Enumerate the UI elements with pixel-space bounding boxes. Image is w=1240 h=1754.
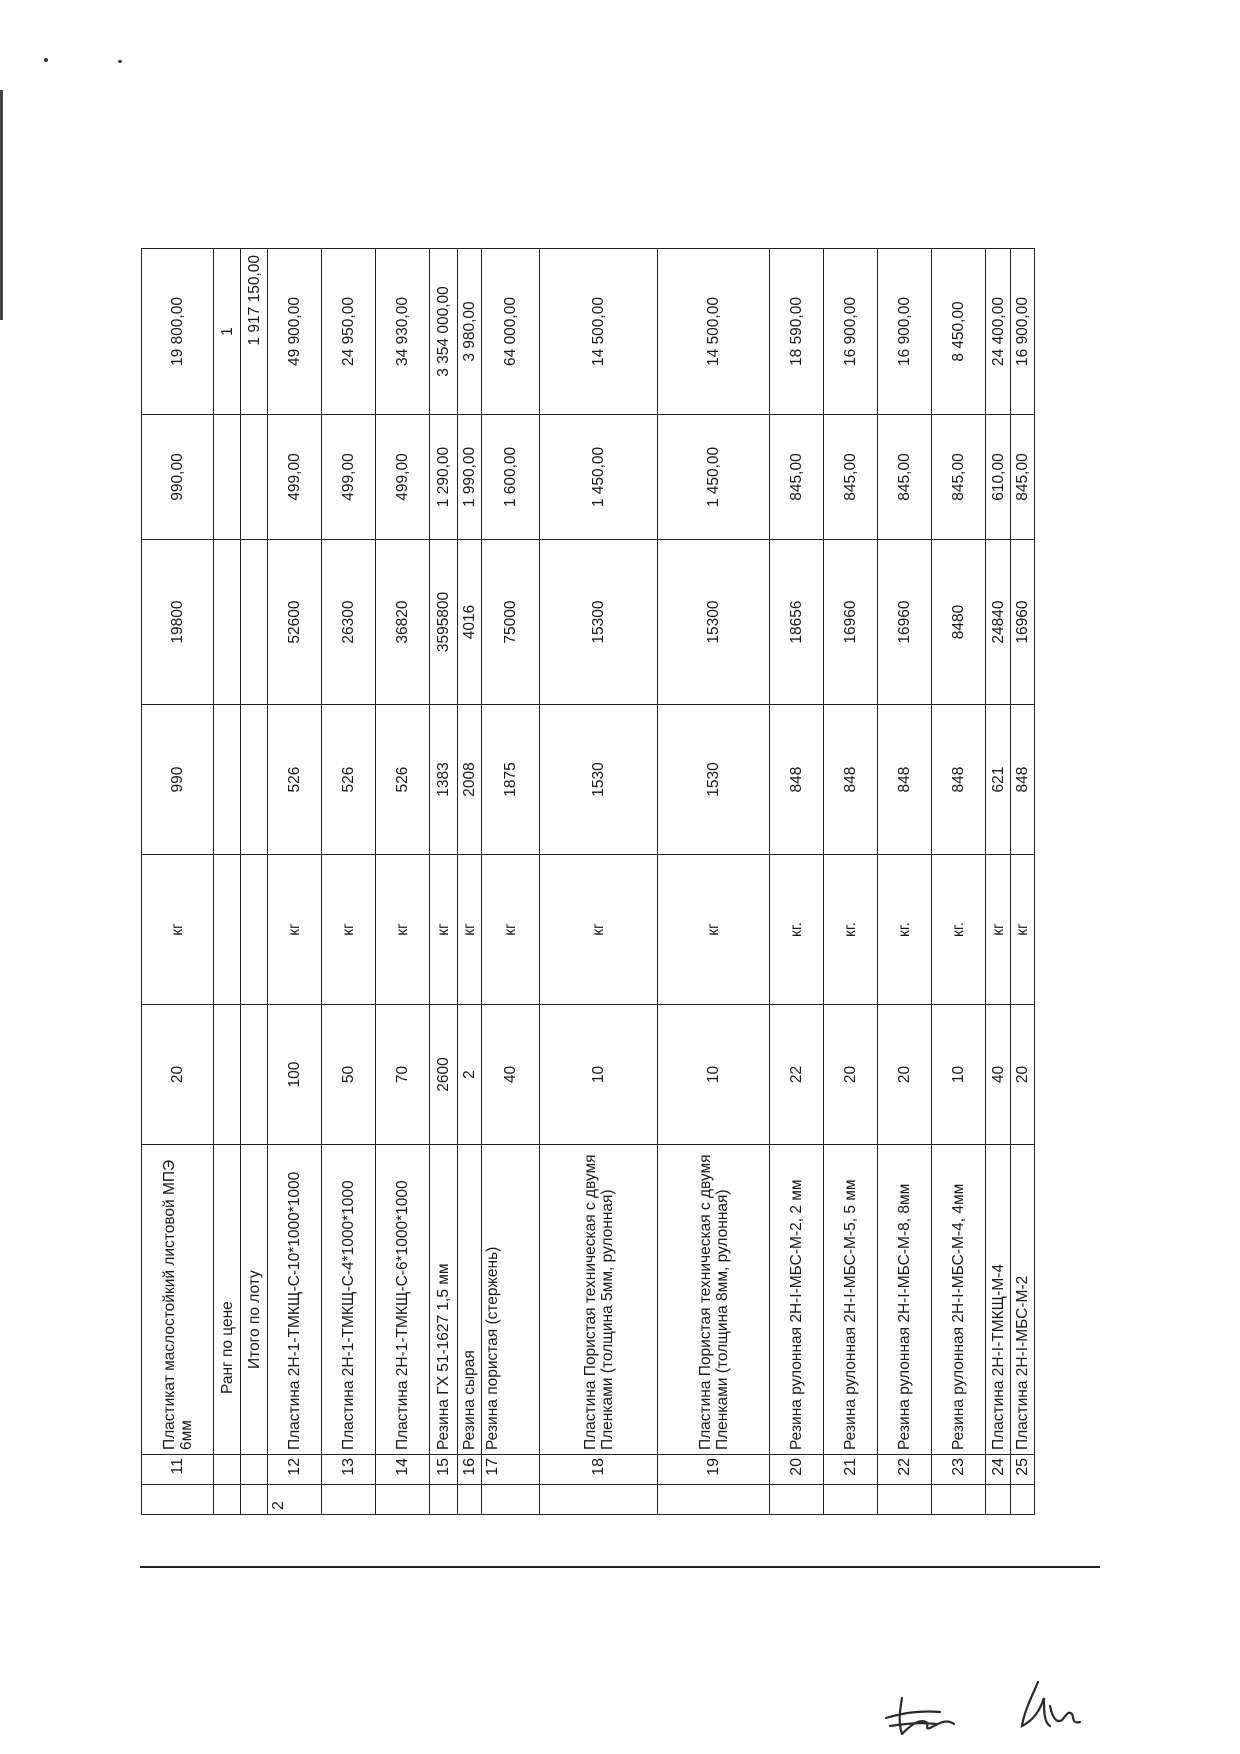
lot-number (376, 1485, 430, 1515)
item-price-1: 990 (142, 705, 214, 855)
item-unit: кг (142, 855, 214, 1005)
item-sum-1: 15300 (540, 540, 658, 705)
item-name: Пластина Пористая техническая с двумя Пленками (толщина 5мм, рулонная) (540, 1145, 658, 1455)
item-price-1: 848 (878, 705, 932, 855)
table-row (1011, 249, 1035, 1515)
item-sum-2: 14 500,00 (540, 249, 658, 415)
item-price-2: 845,00 (770, 415, 824, 540)
row-number: 21 (824, 1455, 878, 1485)
lot-total-value: 1 917 150,00 (241, 249, 268, 415)
table-row (430, 249, 458, 1515)
item-sum-1: 18656 (770, 540, 824, 705)
item-name: Резина рулонная 2Н-I-МБС-М-8, 8мм (878, 1145, 932, 1455)
item-price-2: 990,00 (142, 415, 214, 540)
item-sum-2: 49 900,00 (268, 249, 322, 415)
table-row (482, 249, 540, 1515)
item-name: Пластина 2Н-1-ТМКЩ-С-4*1000*1000 (322, 1145, 376, 1455)
item-quantity: 40 (986, 1005, 1011, 1145)
lot-number (241, 1485, 268, 1515)
item-sum-1: 16960 (824, 540, 878, 705)
item-sum-2: 24 950,00 (322, 249, 376, 415)
item-name: Резина рулонная 2Н-I-МБС-М-4, 4мм (932, 1145, 986, 1455)
item-quantity: 2 (458, 1005, 482, 1145)
row-number: 23 (932, 1455, 986, 1485)
table-row (878, 249, 932, 1515)
item-price-1: 1530 (658, 705, 770, 855)
table-row (658, 249, 770, 1515)
row-number (241, 1455, 268, 1485)
item-name: Пластина Пористая техническая с двумя Пленками (толщина 8мм, рулонная) (658, 1145, 770, 1455)
item-quantity: 20 (878, 1005, 932, 1145)
item-sum-1: 24840 (986, 540, 1011, 705)
row-number: 12 (268, 1455, 322, 1485)
table-row (322, 249, 376, 1515)
table-row (540, 249, 658, 1515)
item-quantity: 70 (376, 1005, 430, 1145)
item-quantity: 40 (482, 1005, 540, 1145)
item-price-2: 499,00 (322, 415, 376, 540)
item-price-2 (241, 415, 268, 540)
lot-number (430, 1485, 458, 1515)
row-number: 14 (376, 1455, 430, 1485)
item-unit: кг (430, 855, 458, 1005)
row-number: 11 (142, 1455, 214, 1485)
item-sum-2: 18 590,00 (770, 249, 824, 415)
item-quantity (214, 1005, 241, 1145)
table-row (241, 249, 268, 1515)
item-quantity: 50 (322, 1005, 376, 1145)
table-row (824, 249, 878, 1515)
item-quantity: 20 (1011, 1005, 1035, 1145)
lot-number (658, 1485, 770, 1515)
item-price-1: 848 (932, 705, 986, 855)
item-sum-1: 52600 (268, 540, 322, 705)
lot-number (986, 1485, 1011, 1515)
lot-number (540, 1485, 658, 1515)
row-number: 19 (658, 1455, 770, 1485)
table-row (268, 249, 322, 1515)
item-price-2: 1 450,00 (658, 415, 770, 540)
item-price-2: 845,00 (1011, 415, 1035, 540)
table-row (458, 249, 482, 1515)
item-unit (214, 855, 241, 1005)
price-table (141, 248, 1035, 1515)
item-name: Ранг по цене (214, 1145, 241, 1455)
item-sum-2: 3 980,00 (458, 249, 482, 415)
item-sum-1: 26300 (322, 540, 376, 705)
signature-1-icon (880, 1688, 970, 1740)
item-name: Пластина 2Н-1-ТМКЩ-С-10*1000*1000 (268, 1145, 322, 1455)
table-row (986, 249, 1011, 1515)
item-price-1: 1875 (482, 705, 540, 855)
item-name: Пластина 2Н-I-ТМКЩ-М-4 (986, 1145, 1011, 1455)
item-name: Резина пористая (стержень) (482, 1145, 540, 1455)
item-price-1: 848 (1011, 705, 1035, 855)
table-row (214, 249, 241, 1515)
signature-2-icon (1010, 1676, 1088, 1734)
item-price-2: 1 990,00 (458, 415, 482, 540)
item-price-2: 845,00 (824, 415, 878, 540)
lot-number (878, 1485, 932, 1515)
item-quantity: 10 (932, 1005, 986, 1145)
item-sum-1: 19800 (142, 540, 214, 705)
item-sum-2: 14 500,00 (658, 249, 770, 415)
item-sum-1: 75000 (482, 540, 540, 705)
item-unit: кг (458, 855, 482, 1005)
item-price-2: 610,00 (986, 415, 1011, 540)
table-row (932, 249, 986, 1515)
item-unit: кг (268, 855, 322, 1005)
scan-speck (118, 60, 122, 63)
item-price-1 (241, 705, 268, 855)
item-sum-1: 3595800 (430, 540, 458, 705)
item-quantity: 20 (142, 1005, 214, 1145)
item-price-1 (214, 705, 241, 855)
item-quantity: 10 (540, 1005, 658, 1145)
row-number (214, 1455, 241, 1485)
row-number: 18 (540, 1455, 658, 1485)
item-price-2: 1 290,00 (430, 415, 458, 540)
item-sum-1: 16960 (1011, 540, 1035, 705)
item-price-1: 526 (268, 705, 322, 855)
item-sum-1 (214, 540, 241, 705)
item-price-1: 621 (986, 705, 1011, 855)
scan-speck (44, 58, 48, 62)
item-name: Резина рулонная 2Н-I-МБС-М-5, 5 мм (824, 1145, 878, 1455)
item-unit: кг (322, 855, 376, 1005)
row-number: 22 (878, 1455, 932, 1485)
item-unit: кг. (878, 855, 932, 1005)
item-price-2: 1 450,00 (540, 415, 658, 540)
row-number: 17 (482, 1455, 540, 1485)
item-unit (241, 855, 268, 1005)
item-unit: кг (658, 855, 770, 1005)
item-price-2: 1 600,00 (482, 415, 540, 540)
item-price-1: 848 (770, 705, 824, 855)
item-price-2: 845,00 (932, 415, 986, 540)
row-number: 20 (770, 1455, 824, 1485)
item-name: Итого по лоту (241, 1145, 268, 1455)
item-sum-1: 8480 (932, 540, 986, 705)
item-unit: кг. (770, 855, 824, 1005)
lot-number (932, 1485, 986, 1515)
item-price-2: 499,00 (376, 415, 430, 540)
item-name: Резина ГХ 51-1627 1,5 мм (430, 1145, 458, 1455)
item-quantity: 10 (658, 1005, 770, 1145)
item-unit: кг (376, 855, 430, 1005)
lot-number (214, 1485, 241, 1515)
item-price-1: 848 (824, 705, 878, 855)
item-sum-2: 16 900,00 (1011, 249, 1035, 415)
item-unit: кг (986, 855, 1011, 1005)
item-price-1: 526 (322, 705, 376, 855)
item-unit: кг. (824, 855, 878, 1005)
item-sum-2: 64 000,00 (482, 249, 540, 415)
item-sum-1: 15300 (658, 540, 770, 705)
lot-number (458, 1485, 482, 1515)
item-unit: кг. (932, 855, 986, 1005)
item-sum-2: 8 450,00 (932, 249, 986, 415)
item-unit: кг (482, 855, 540, 1005)
lot-number: 2 (268, 1485, 322, 1515)
item-sum-2: 24 400,00 (986, 249, 1011, 415)
lot-number (322, 1485, 376, 1515)
table-row (376, 249, 430, 1515)
item-quantity: 20 (824, 1005, 878, 1145)
item-quantity: 2600 (430, 1005, 458, 1145)
table-row (770, 249, 824, 1515)
item-name: Пластина 2Н-I-МБС-М-2 (1011, 1145, 1035, 1455)
item-price-2: 845,00 (878, 415, 932, 540)
item-price-2 (214, 415, 241, 540)
item-sum-2: 3 354 000,00 (430, 249, 458, 415)
row-number: 25 (1011, 1455, 1035, 1485)
item-sum-2: 16 900,00 (824, 249, 878, 415)
lot-number (1011, 1485, 1035, 1515)
item-unit: кг (540, 855, 658, 1005)
table-row (142, 249, 214, 1515)
lot-number (482, 1485, 540, 1515)
page-bottom-rule (140, 1566, 1100, 1568)
lot-number (824, 1485, 878, 1515)
item-quantity (241, 1005, 268, 1145)
item-price-1: 1530 (540, 705, 658, 855)
item-unit: кг (1011, 855, 1035, 1005)
item-sum-1: 36820 (376, 540, 430, 705)
item-sum-1: 16960 (878, 540, 932, 705)
item-name: Резина рулонная 2Н-I-МБС-М-2, 2 мм (770, 1145, 824, 1455)
row-number: 24 (986, 1455, 1011, 1485)
price-rank-value: 1 (214, 249, 241, 415)
item-price-1: 1383 (430, 705, 458, 855)
item-quantity: 22 (770, 1005, 824, 1145)
item-price-2: 499,00 (268, 415, 322, 540)
lot-number (142, 1485, 214, 1515)
scan-edge-mark (0, 90, 3, 320)
row-number: 13 (322, 1455, 376, 1485)
row-number: 15 (430, 1455, 458, 1485)
item-sum-2: 34 930,00 (376, 249, 430, 415)
item-name: Резина сырая (458, 1145, 482, 1455)
lot-number (770, 1485, 824, 1515)
row-number: 16 (458, 1455, 482, 1485)
item-quantity: 100 (268, 1005, 322, 1145)
item-price-1: 526 (376, 705, 430, 855)
item-sum-1 (241, 540, 268, 705)
item-name: Пластикат маслостойкий листовой МПЭ 6мм (142, 1145, 214, 1455)
item-sum-2: 19 800,00 (142, 249, 214, 415)
rotated-table-container (141, 249, 1097, 1515)
item-sum-1: 4016 (458, 540, 482, 705)
item-name: Пластина 2Н-1-ТМКЩ-С-6*1000*1000 (376, 1145, 430, 1455)
item-price-1: 2008 (458, 705, 482, 855)
item-sum-2: 16 900,00 (878, 249, 932, 415)
